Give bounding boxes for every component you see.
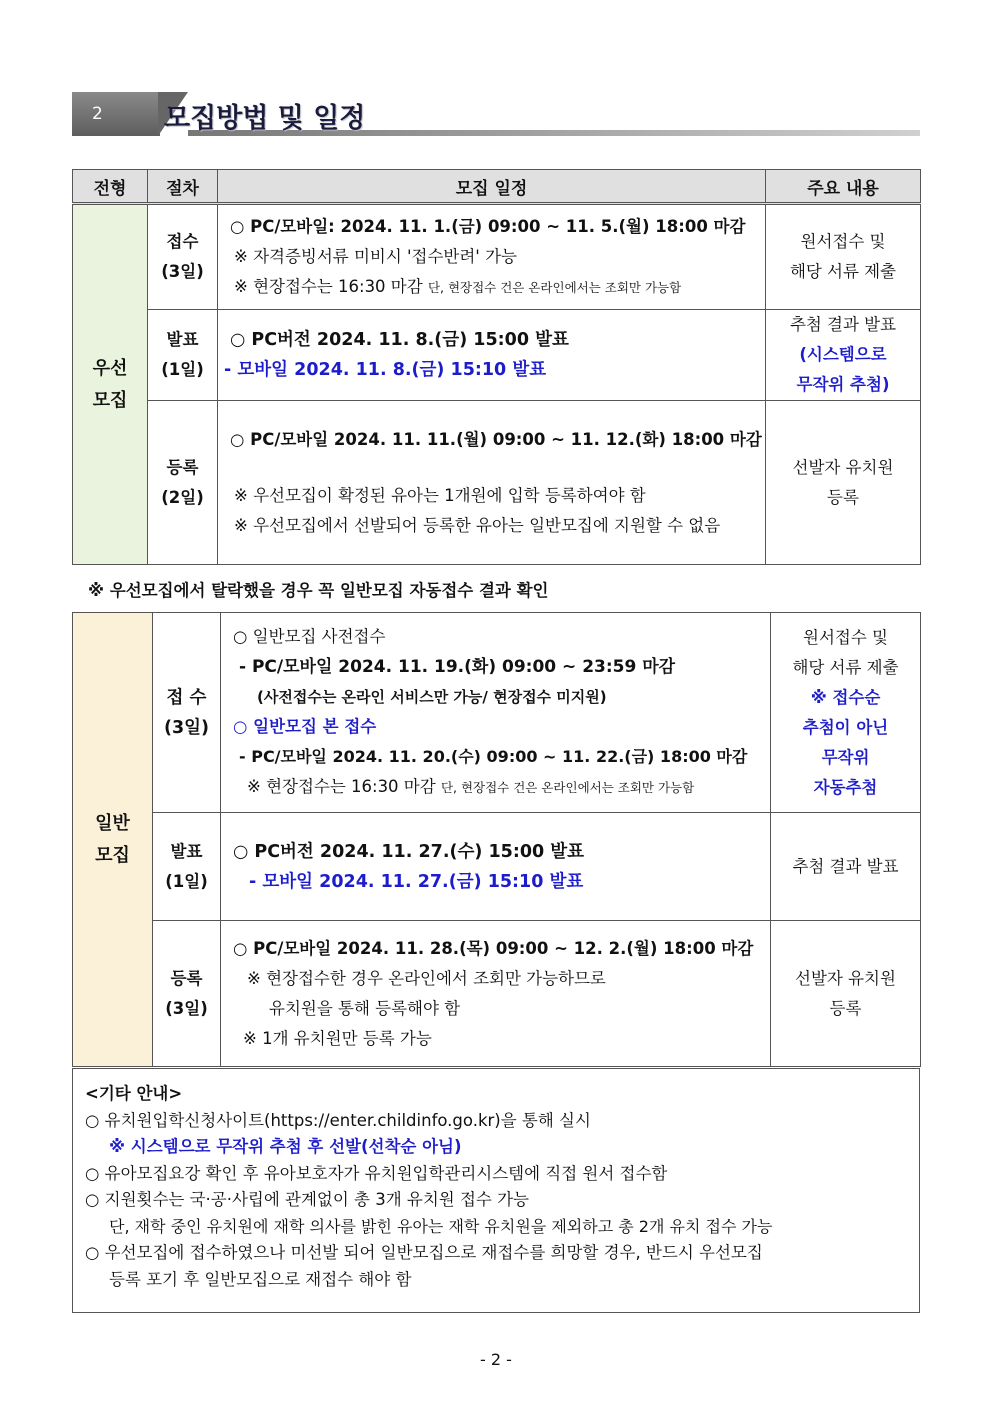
content-line: 등록: [827, 487, 859, 507]
other-info-box: [72, 1068, 920, 1313]
col-header-schedule: 모집 일정: [218, 170, 766, 204]
info-title: <기타 안내>: [85, 1084, 183, 1103]
priority-fail-notice: ※ 우선모집에서 탈락했을 경우 꼭 일반모집 자동접수 결과 확인: [88, 581, 549, 600]
table-row: [73, 204, 921, 310]
type-cell-general: 일반 모집: [73, 613, 153, 1067]
content-line: 무작위: [821, 747, 870, 767]
info-line: 등록 포기 후 일반모집으로 재접수 해야 함: [109, 1269, 412, 1289]
col-header-type: 전형: [73, 170, 148, 204]
schedule-line: ○ PC/모바일 2024. 11. 28.(목) 09:00 ~ 12. 2.(월) 18:00 마감: [233, 938, 754, 958]
content-line: 선발자 유치원: [792, 457, 894, 477]
table-row: [73, 310, 921, 401]
schedule-line: ※ 현장접수는 16:30 마감 단, 현장접수 건은 온라인에서는 조회만 가능함: [234, 276, 682, 296]
content-line: 자동추첨: [813, 777, 878, 797]
schedule-line: ※ 현장접수한 경우 온라인에서 조회만 가능하므로: [247, 968, 606, 988]
table-row: [73, 813, 921, 921]
table-row: [73, 613, 921, 813]
col-header-step: 절차: [148, 170, 218, 204]
schedule-cell: [218, 204, 766, 310]
step-cell: [153, 813, 221, 921]
step-label: 등록: [166, 457, 199, 477]
schedule-line: ○ PC/모바일: 2024. 11. 1.(금) 09:00 ~ 11. 5.(월) 18:00 마감: [230, 216, 746, 236]
step-days: (1일): [165, 871, 208, 891]
info-line: 단, 재학 중인 유치원에 재학 의사를 밝힌 유아는 재학 유치원을 제외하고 총 2개 유치 접수 가능: [109, 1216, 773, 1236]
col-header-content: 주요 내용: [766, 170, 921, 204]
schedule-line: 유치원을 통해 등록해야 함: [269, 998, 461, 1018]
content-line: 추첨 결과 발표: [789, 315, 897, 334]
schedule-cell: [221, 813, 771, 921]
info-line: ※ 시스템으로 무작위 추첨 후 선발(선착순 아님): [109, 1137, 462, 1156]
schedule-line: - PC/모바일 2024. 11. 20.(수) 09:00 ~ 11. 22.(금) 18:00 마감: [239, 747, 748, 766]
table-row: [73, 921, 921, 1067]
schedule-line: ※ 1개 유치원만 등록 가능: [243, 1028, 432, 1048]
section-title: 모집방법 및 일정: [164, 103, 366, 134]
schedule-line: ○ PC버전 2024. 11. 8.(금) 15:00 발표: [230, 330, 569, 350]
info-line: ○ 지원횟수는 국·공·사립에 관계없이 총 3개 유치원 접수 가능: [85, 1190, 529, 1209]
step-label: 발표: [170, 841, 203, 861]
small-note: 단, 현장접수 건은 온라인에서는 조회만 가능함: [427, 279, 682, 295]
content-line: 원서접수 및: [803, 627, 888, 647]
table-row: [73, 401, 921, 565]
schedule-line: ○ 일반모집 사전접수: [233, 627, 386, 646]
step-cell: [153, 613, 221, 813]
content-cell: [771, 921, 921, 1067]
content-line: (시스템으로: [799, 345, 887, 364]
content-line: 등록: [829, 998, 862, 1018]
content-line: 추첨 결과 발표: [792, 856, 899, 876]
step-cell: [148, 204, 218, 310]
schedule-line: ※ 현장접수는 16:30 마감 단, 현장접수 건은 온라인에서는 조회만 가능함: [247, 777, 695, 796]
step-days: (3일): [163, 717, 210, 738]
content-cell: [766, 204, 921, 310]
content-cell: [771, 813, 921, 921]
content-line: 원서접수 및: [800, 232, 886, 251]
general-schedule-table: [72, 612, 921, 1067]
schedule-line: ※ 우선모집에서 선발되어 등록한 유아는 일반모집에 지원할 수 없음: [234, 515, 721, 535]
section-number: 2: [72, 92, 160, 136]
small-note: 단, 현장접수 건은 온라인에서는 조회만 가능함: [440, 780, 695, 795]
content-line: ※ 접수순: [810, 687, 881, 707]
step-days: (1일): [161, 360, 204, 379]
section-header: [72, 92, 920, 136]
step-days: (2일): [161, 487, 204, 507]
content-line: 해당 서류 제출: [789, 262, 897, 281]
step-label: 발표: [166, 330, 199, 349]
content-cell: [766, 401, 921, 565]
step-days: (3일): [161, 262, 204, 281]
schedule-cell: [221, 921, 771, 1067]
page-number: - 2 -: [480, 1350, 512, 1369]
content-line: 무작위 추첨): [796, 375, 890, 394]
step-label: 등록: [170, 968, 203, 988]
step-cell: [148, 401, 218, 565]
step-label: 접 수: [166, 687, 207, 708]
priority-schedule-table: [72, 169, 921, 565]
schedule-line: ※ 자격증빙서류 미비시 '접수반려' 가능: [234, 246, 517, 266]
schedule-line: ○ PC/모바일 2024. 11. 11.(월) 09:00 ~ 11. 12.(화) 18:00 마감: [230, 429, 762, 449]
step-days: (3일): [165, 998, 208, 1018]
schedule-cell: [218, 310, 766, 401]
content-line: 해당 서류 제출: [792, 657, 899, 677]
schedule-line: - 모바일 2024. 11. 8.(금) 15:10 발표: [224, 360, 547, 380]
schedule-cell: [221, 613, 771, 813]
schedule-line: ※ 우선모집이 확정된 유아는 1개원에 입학 등록하여야 함: [234, 485, 646, 505]
info-line: ○ 유치원입학신청사이트(https://enter.childinfo.go.kr)을 통해 실시: [85, 1110, 591, 1130]
info-line: ○ 우선모집에 접수하였으나 미선발 되어 일반모집으로 재접수를 희망할 경우, 반드시 우선모집: [85, 1243, 763, 1262]
schedule-line: (사전접수는 온라인 서비스만 가능/ 현장접수 미지원): [257, 688, 607, 706]
content-cell: [766, 310, 921, 401]
content-cell: [771, 613, 921, 813]
schedule-line: - 모바일 2024. 11. 27.(금) 15:10 발표: [249, 871, 584, 892]
info-line: ○ 유아모집요강 확인 후 유아보호자가 유치원입학관리시스템에 직접 원서 접수함: [85, 1163, 668, 1183]
content-line: 추첨이 아닌: [802, 717, 889, 737]
content-line: 선발자 유치원: [795, 968, 896, 988]
step-cell: [148, 310, 218, 401]
table-header-row: [73, 170, 921, 204]
step-cell: [153, 921, 221, 1067]
schedule-cell: [218, 401, 766, 565]
schedule-line: ○ 일반모집 본 접수: [233, 717, 377, 736]
schedule-line: - PC/모바일 2024. 11. 19.(화) 09:00 ~ 23:59 마감: [239, 657, 676, 677]
schedule-line: ○ PC버전 2024. 11. 27.(수) 15:00 발표: [233, 841, 585, 862]
type-cell-priority: 우선 모집: [73, 204, 148, 565]
step-label: 접수: [166, 232, 199, 251]
